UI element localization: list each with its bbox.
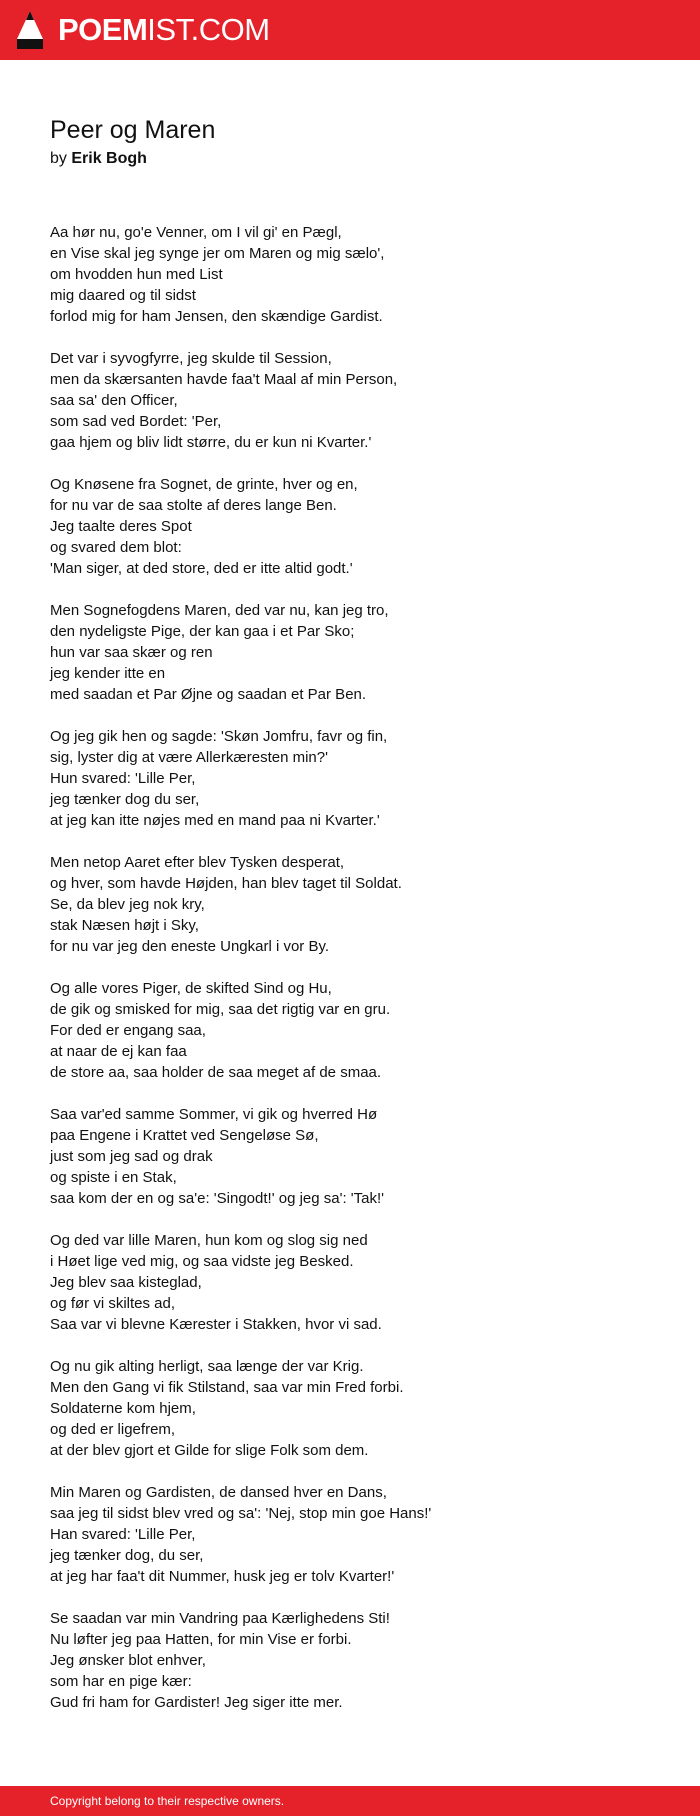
poem-line: jeg kender itte en: [50, 665, 166, 682]
poem-line: Soldaterne kom hjem,: [50, 1400, 196, 1417]
poem-line: i Høet lige ved mig, og saa vidste jeg Besked.: [50, 1253, 354, 1270]
poem-line: Men den Gang vi fik Stilstand, saa var min Fred forbi.: [50, 1379, 404, 1396]
poem-stanza: [50, 852, 650, 957]
poem-line: Hun svared: 'Lille Per,: [50, 770, 196, 787]
poem-line: just som jeg sad og drak: [50, 1148, 213, 1165]
poem-line: stak Næsen højt i Sky,: [50, 917, 199, 934]
poem-line: Men Sognefogdens Maren, ded var nu, kan jeg tro,: [50, 602, 389, 619]
poem-stanza: [50, 978, 650, 1083]
poem-line: og før vi skiltes ad,: [50, 1295, 176, 1312]
byline-prefix: by: [50, 150, 67, 167]
poem-line: som har en pige kær:: [50, 1673, 192, 1690]
site-footer: [0, 1786, 700, 1816]
poem-line: 'Man siger, at ded store, ded er itte altid godt.': [50, 560, 353, 577]
poem-line: Jeg taalte deres Spot: [50, 518, 192, 535]
poem-line: gaa hjem og bliv lidt større, du er kun ni Kvarter.': [50, 434, 372, 451]
site-header: [0, 0, 700, 60]
poem-line: om hvodden hun med List: [50, 266, 223, 283]
poem-stanza: [50, 1104, 650, 1209]
poem-line: de gik og smisked for mig, saa det rigtig var en gru.: [50, 1001, 391, 1018]
poem-stanza: [50, 348, 650, 453]
poem-stanza: [50, 726, 650, 831]
poem-line: jeg tænker dog du ser,: [50, 791, 200, 808]
poem-line: saa jeg til sidst blev vred og sa': 'Nej, stop min goe Hans!': [50, 1505, 432, 1522]
poem-line: og ded er ligefrem,: [50, 1421, 176, 1438]
poem-line: Min Maren og Gardisten, de dansed hver en Dans,: [50, 1484, 387, 1501]
poem-line: at der blev gjort et Gilde for slige Folk som dem.: [50, 1442, 369, 1459]
poem-byline: [50, 146, 650, 172]
logo-text: [58, 10, 270, 50]
poem-line: Og Knøsene fra Sognet, de grinte, hver og en,: [50, 476, 358, 493]
poem-line: for nu var de saa stolte af deres lange Ben.: [50, 497, 337, 514]
poem-stanza: [50, 1482, 650, 1587]
poem-line: Jeg ønsker blot enhver,: [50, 1652, 206, 1669]
poem-line: For ded er engang saa,: [50, 1022, 206, 1039]
poem-line: sig, lyster dig at være Allerkæresten min?': [50, 749, 328, 766]
poem-stanza: [50, 474, 650, 579]
poem-line: som sad ved Bordet: 'Per,: [50, 413, 222, 430]
site-logo[interactable]: [16, 10, 270, 50]
poem-line: at jeg har faa't dit Nummer, husk jeg er tolv Kvarter!': [50, 1568, 395, 1585]
poem-line: Se, da blev jeg nok kry,: [50, 896, 205, 913]
poem-line: hun var saa skær og ren: [50, 644, 213, 661]
poem-line: jeg tænker dog, du ser,: [50, 1547, 204, 1564]
poem-body: [50, 222, 650, 1713]
poem-title: Peer og Maren: [50, 116, 216, 144]
poem-line: og svared dem blot:: [50, 539, 182, 556]
poem-line: Aa hør nu, go'e Venner, om I vil gi' en Pægl,: [50, 224, 342, 241]
poem-line: for nu var jeg den eneste Ungkarl i vor By.: [50, 938, 330, 955]
poem-line: saa kom der en og sa'e: 'Singodt!' og jeg sa': 'Tak!': [50, 1190, 385, 1207]
poem-line: paa Engene i Krattet ved Sengeløse Sø,: [50, 1127, 319, 1144]
poem-line: forlod mig for ham Jensen, den skændige Gardist.: [50, 308, 383, 325]
poem-stanza: [50, 1230, 650, 1335]
poem-line: Se saadan var min Vandring paa Kærlighedens Sti!: [50, 1610, 390, 1627]
poem-line: Men netop Aaret efter blev Tysken desperat,: [50, 854, 345, 871]
poem-line: Jeg blev saa kisteglad,: [50, 1274, 202, 1291]
poem-line: at naar de ej kan faa: [50, 1043, 187, 1060]
poem-line: mig daared og til sidst: [50, 287, 196, 304]
poem-line: med saadan et Par Øjne og saadan et Par Ben.: [50, 686, 367, 703]
poem-line: men da skærsanten havde faa't Maal af min Person,: [50, 371, 398, 388]
poem-line: en Vise skal jeg synge jer om Maren og mig sælo',: [50, 245, 385, 262]
poem-line: Gud fri ham for Gardister! Jeg siger itte mer.: [50, 1694, 343, 1711]
poem-line: Og nu gik alting herligt, saa længe der var Krig.: [50, 1358, 364, 1375]
poem-stanza: [50, 222, 650, 327]
poem-line: Og alle vores Piger, de skifted Sind og Hu,: [50, 980, 332, 997]
footer-copyright: Copyright belong to their respective owners.: [50, 1794, 285, 1808]
poem-line: og spiste i en Stak,: [50, 1169, 177, 1186]
poem-content: [50, 112, 650, 1734]
poem-line: Og jeg gik hen og sagde: 'Skøn Jomfru, favr og fin,: [50, 728, 388, 745]
poem-line: at jeg kan itte nøjes med en mand paa ni Kvarter.': [50, 812, 380, 829]
poem-line: og hver, som havde Højden, han blev taget til Soldat.: [50, 875, 402, 892]
poem-stanza: [50, 1356, 650, 1461]
poem-line: Det var i syvogfyrre, jeg skulde til Session,: [50, 350, 332, 367]
poem-line: Og ded var lille Maren, hun kom og slog sig ned: [50, 1232, 368, 1249]
poem-line: Nu løfter jeg paa Hatten, for min Vise er forbi.: [50, 1631, 352, 1648]
poem-line: de store aa, saa holder de saa meget af de smaa.: [50, 1064, 382, 1081]
poem-stanza: [50, 1608, 650, 1713]
poem-line: Han svared: 'Lille Per,: [50, 1526, 196, 1543]
poem-line: saa sa' den Officer,: [50, 392, 178, 409]
poem-line: Saa var'ed samme Sommer, vi gik og hverred Hø: [50, 1106, 378, 1123]
logo-text-bold: POEM: [58, 12, 148, 47]
poem-line: Saa var vi blevne Kærester i Stakken, hvor vi sad.: [50, 1316, 382, 1333]
logo-text-light: IST.COM: [147, 12, 270, 47]
poem-author[interactable]: Erik Bogh: [71, 150, 147, 167]
poem-line: den nydeligste Pige, der kan gaa i et Par Sko;: [50, 623, 355, 640]
pencil-tip-icon: [16, 10, 44, 50]
poem-stanza: [50, 600, 650, 705]
